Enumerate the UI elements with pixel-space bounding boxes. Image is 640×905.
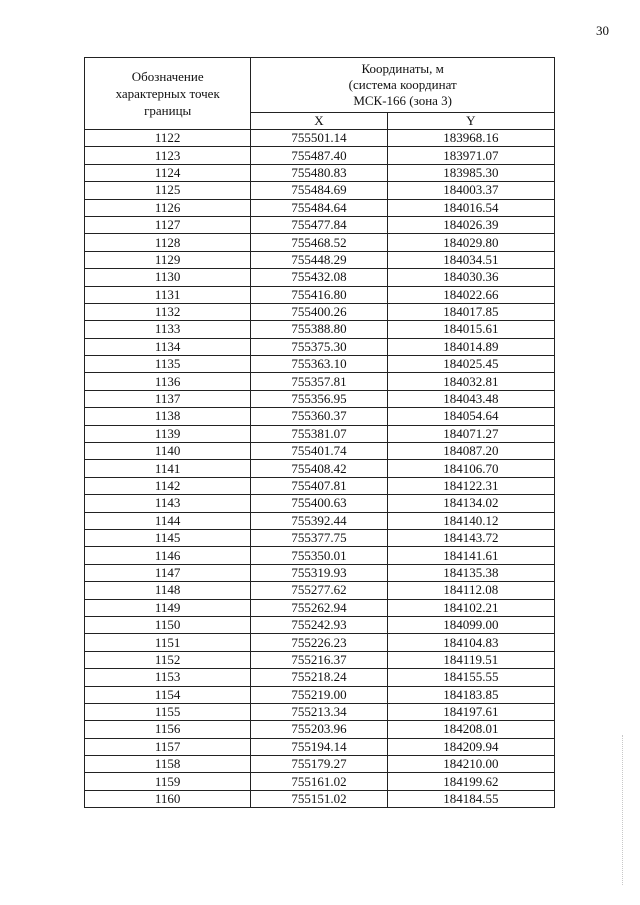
table-row bbox=[85, 147, 555, 164]
y-coordinate-cell: 184029.80 bbox=[387, 234, 554, 251]
point-id-cell: 1126 bbox=[85, 199, 251, 216]
y-coordinate-cell: 184141.61 bbox=[387, 547, 554, 564]
point-id-cell: 1122 bbox=[85, 130, 251, 147]
table-row bbox=[85, 634, 555, 651]
table-row bbox=[85, 338, 555, 355]
point-id-cell: 1128 bbox=[85, 234, 251, 251]
table-row bbox=[85, 703, 555, 720]
y-coordinate-cell: 184014.89 bbox=[387, 338, 554, 355]
y-coordinate-cell: 183985.30 bbox=[387, 164, 554, 181]
table-row bbox=[85, 286, 555, 303]
table-row bbox=[85, 564, 555, 581]
point-id-cell: 1135 bbox=[85, 356, 251, 373]
x-coordinate-cell: 755357.81 bbox=[251, 373, 387, 390]
table-row bbox=[85, 773, 555, 790]
y-coordinate-cell: 184017.85 bbox=[387, 303, 554, 320]
x-coordinate-cell: 755400.26 bbox=[251, 303, 387, 320]
y-coordinate-cell: 184102.21 bbox=[387, 599, 554, 616]
point-id-cell: 1142 bbox=[85, 477, 251, 494]
x-coordinate-cell: 755501.14 bbox=[251, 130, 387, 147]
table-row bbox=[85, 373, 555, 390]
point-id-cell: 1139 bbox=[85, 425, 251, 442]
table-row bbox=[85, 721, 555, 738]
point-id-cell: 1148 bbox=[85, 582, 251, 599]
y-coordinate-cell: 184034.51 bbox=[387, 251, 554, 268]
y-coordinate-cell: 184209.94 bbox=[387, 738, 554, 755]
point-id-cell: 1151 bbox=[85, 634, 251, 651]
table-row bbox=[85, 269, 555, 286]
point-id-cell: 1130 bbox=[85, 269, 251, 286]
point-id-cell: 1136 bbox=[85, 373, 251, 390]
point-id-cell: 1131 bbox=[85, 286, 251, 303]
point-id-cell: 1158 bbox=[85, 756, 251, 773]
y-coordinate-cell: 184016.54 bbox=[387, 199, 554, 216]
x-coordinate-cell: 755151.02 bbox=[251, 790, 387, 807]
x-coordinate-cell: 755363.10 bbox=[251, 356, 387, 373]
point-id-cell: 1127 bbox=[85, 216, 251, 233]
x-coordinate-cell: 755375.30 bbox=[251, 338, 387, 355]
table-row bbox=[85, 529, 555, 546]
x-coordinate-cell: 755319.93 bbox=[251, 564, 387, 581]
table-row bbox=[85, 512, 555, 529]
y-coordinate-cell: 184087.20 bbox=[387, 443, 554, 460]
x-coordinate-cell: 755432.08 bbox=[251, 269, 387, 286]
point-id-cell: 1160 bbox=[85, 790, 251, 807]
x-coordinate-cell: 755350.01 bbox=[251, 547, 387, 564]
margin-mark bbox=[622, 735, 624, 885]
x-coordinate-cell: 755468.52 bbox=[251, 234, 387, 251]
y-coordinate-cell: 184134.02 bbox=[387, 495, 554, 512]
table-row bbox=[85, 234, 555, 251]
table-row bbox=[85, 460, 555, 477]
header-coords-line3: МСК-166 (зона 3) bbox=[353, 93, 453, 108]
x-coordinate-cell: 755213.34 bbox=[251, 703, 387, 720]
y-coordinate-cell: 184143.72 bbox=[387, 529, 554, 546]
table-row bbox=[85, 443, 555, 460]
table-row bbox=[85, 756, 555, 773]
point-id-cell: 1143 bbox=[85, 495, 251, 512]
x-coordinate-cell: 755392.44 bbox=[251, 512, 387, 529]
header-y: Y bbox=[387, 113, 554, 130]
table-row bbox=[85, 477, 555, 494]
point-id-cell: 1146 bbox=[85, 547, 251, 564]
y-coordinate-cell: 184030.36 bbox=[387, 269, 554, 286]
point-id-cell: 1124 bbox=[85, 164, 251, 181]
point-id-cell: 1133 bbox=[85, 321, 251, 338]
point-id-cell: 1132 bbox=[85, 303, 251, 320]
x-coordinate-cell: 755194.14 bbox=[251, 738, 387, 755]
y-coordinate-cell: 184155.55 bbox=[387, 669, 554, 686]
table-row bbox=[85, 408, 555, 425]
x-coordinate-cell: 755448.29 bbox=[251, 251, 387, 268]
point-id-cell: 1150 bbox=[85, 616, 251, 633]
x-coordinate-cell: 755407.81 bbox=[251, 477, 387, 494]
x-coordinate-cell: 755401.74 bbox=[251, 443, 387, 460]
x-coordinate-cell: 755242.93 bbox=[251, 616, 387, 633]
x-coordinate-cell: 755219.00 bbox=[251, 686, 387, 703]
table-row bbox=[85, 425, 555, 442]
table-row bbox=[85, 356, 555, 373]
x-coordinate-cell: 755477.84 bbox=[251, 216, 387, 233]
y-coordinate-cell: 184183.85 bbox=[387, 686, 554, 703]
table-row bbox=[85, 582, 555, 599]
y-coordinate-cell: 184122.31 bbox=[387, 477, 554, 494]
x-coordinate-cell: 755484.64 bbox=[251, 199, 387, 216]
y-coordinate-cell: 184184.55 bbox=[387, 790, 554, 807]
point-id-cell: 1154 bbox=[85, 686, 251, 703]
table-header bbox=[85, 58, 555, 130]
table-row bbox=[85, 390, 555, 407]
x-coordinate-cell: 755400.63 bbox=[251, 495, 387, 512]
point-id-cell: 1156 bbox=[85, 721, 251, 738]
table-row bbox=[85, 199, 555, 216]
y-coordinate-cell: 184135.38 bbox=[387, 564, 554, 581]
y-coordinate-cell: 184026.39 bbox=[387, 216, 554, 233]
point-id-cell: 1152 bbox=[85, 651, 251, 668]
point-id-cell: 1138 bbox=[85, 408, 251, 425]
x-coordinate-cell: 755356.95 bbox=[251, 390, 387, 407]
y-coordinate-cell: 183968.16 bbox=[387, 130, 554, 147]
y-coordinate-cell: 184071.27 bbox=[387, 425, 554, 442]
table-row bbox=[85, 251, 555, 268]
page-number: 30 bbox=[596, 23, 609, 38]
table-row bbox=[85, 616, 555, 633]
table-row bbox=[85, 738, 555, 755]
table-row bbox=[85, 303, 555, 320]
point-id-cell: 1137 bbox=[85, 390, 251, 407]
point-id-cell: 1147 bbox=[85, 564, 251, 581]
x-coordinate-cell: 755161.02 bbox=[251, 773, 387, 790]
y-coordinate-cell: 183971.07 bbox=[387, 147, 554, 164]
point-id-cell: 1155 bbox=[85, 703, 251, 720]
table-row bbox=[85, 495, 555, 512]
x-coordinate-cell: 755408.42 bbox=[251, 460, 387, 477]
y-coordinate-cell: 184032.81 bbox=[387, 373, 554, 390]
point-id-cell: 1134 bbox=[85, 338, 251, 355]
y-coordinate-cell: 184210.00 bbox=[387, 756, 554, 773]
header-point-label: Обозначение характерных точек границы bbox=[85, 58, 251, 130]
y-coordinate-cell: 184022.66 bbox=[387, 286, 554, 303]
point-id-cell: 1159 bbox=[85, 773, 251, 790]
y-coordinate-cell: 184025.45 bbox=[387, 356, 554, 373]
y-coordinate-cell: 184119.51 bbox=[387, 651, 554, 668]
table-row bbox=[85, 790, 555, 807]
x-coordinate-cell: 755262.94 bbox=[251, 599, 387, 616]
x-coordinate-cell: 755416.80 bbox=[251, 286, 387, 303]
x-coordinate-cell: 755226.23 bbox=[251, 634, 387, 651]
y-coordinate-cell: 184106.70 bbox=[387, 460, 554, 477]
table-row bbox=[85, 669, 555, 686]
table-row bbox=[85, 182, 555, 199]
y-coordinate-cell: 184015.61 bbox=[387, 321, 554, 338]
x-coordinate-cell: 755203.96 bbox=[251, 721, 387, 738]
y-coordinate-cell: 184003.37 bbox=[387, 182, 554, 199]
x-coordinate-cell: 755360.37 bbox=[251, 408, 387, 425]
y-coordinate-cell: 184208.01 bbox=[387, 721, 554, 738]
table-row bbox=[85, 321, 555, 338]
x-coordinate-cell: 755218.24 bbox=[251, 669, 387, 686]
point-id-cell: 1141 bbox=[85, 460, 251, 477]
x-coordinate-cell: 755381.07 bbox=[251, 425, 387, 442]
y-coordinate-cell: 184197.61 bbox=[387, 703, 554, 720]
header-x: X bbox=[251, 113, 387, 130]
point-id-cell: 1153 bbox=[85, 669, 251, 686]
coordinates-table bbox=[84, 57, 555, 808]
y-coordinate-cell: 184104.83 bbox=[387, 634, 554, 651]
point-id-cell: 1125 bbox=[85, 182, 251, 199]
x-coordinate-cell: 755484.69 bbox=[251, 182, 387, 199]
y-coordinate-cell: 184199.62 bbox=[387, 773, 554, 790]
point-id-cell: 1145 bbox=[85, 529, 251, 546]
x-coordinate-cell: 755487.40 bbox=[251, 147, 387, 164]
table-body bbox=[85, 130, 555, 808]
point-id-cell: 1140 bbox=[85, 443, 251, 460]
y-coordinate-cell: 184043.48 bbox=[387, 390, 554, 407]
y-coordinate-cell: 184140.12 bbox=[387, 512, 554, 529]
point-id-cell: 1123 bbox=[85, 147, 251, 164]
header-coords-line2: (система координат bbox=[348, 77, 457, 92]
x-coordinate-cell: 755480.83 bbox=[251, 164, 387, 181]
y-coordinate-cell: 184112.08 bbox=[387, 582, 554, 599]
point-id-cell: 1149 bbox=[85, 599, 251, 616]
point-id-cell: 1129 bbox=[85, 251, 251, 268]
table-row bbox=[85, 686, 555, 703]
table-row bbox=[85, 216, 555, 233]
x-coordinate-cell: 755216.37 bbox=[251, 651, 387, 668]
x-coordinate-cell: 755388.80 bbox=[251, 321, 387, 338]
header-coords-line1: Координаты, м bbox=[361, 61, 444, 76]
x-coordinate-cell: 755179.27 bbox=[251, 756, 387, 773]
table-row bbox=[85, 651, 555, 668]
table-row bbox=[85, 599, 555, 616]
table-row bbox=[85, 547, 555, 564]
x-coordinate-cell: 755377.75 bbox=[251, 529, 387, 546]
table-row bbox=[85, 164, 555, 181]
y-coordinate-cell: 184054.64 bbox=[387, 408, 554, 425]
point-id-cell: 1157 bbox=[85, 738, 251, 755]
y-coordinate-cell: 184099.00 bbox=[387, 616, 554, 633]
point-id-cell: 1144 bbox=[85, 512, 251, 529]
x-coordinate-cell: 755277.62 bbox=[251, 582, 387, 599]
header-coordinates bbox=[251, 58, 555, 113]
table-row bbox=[85, 130, 555, 147]
